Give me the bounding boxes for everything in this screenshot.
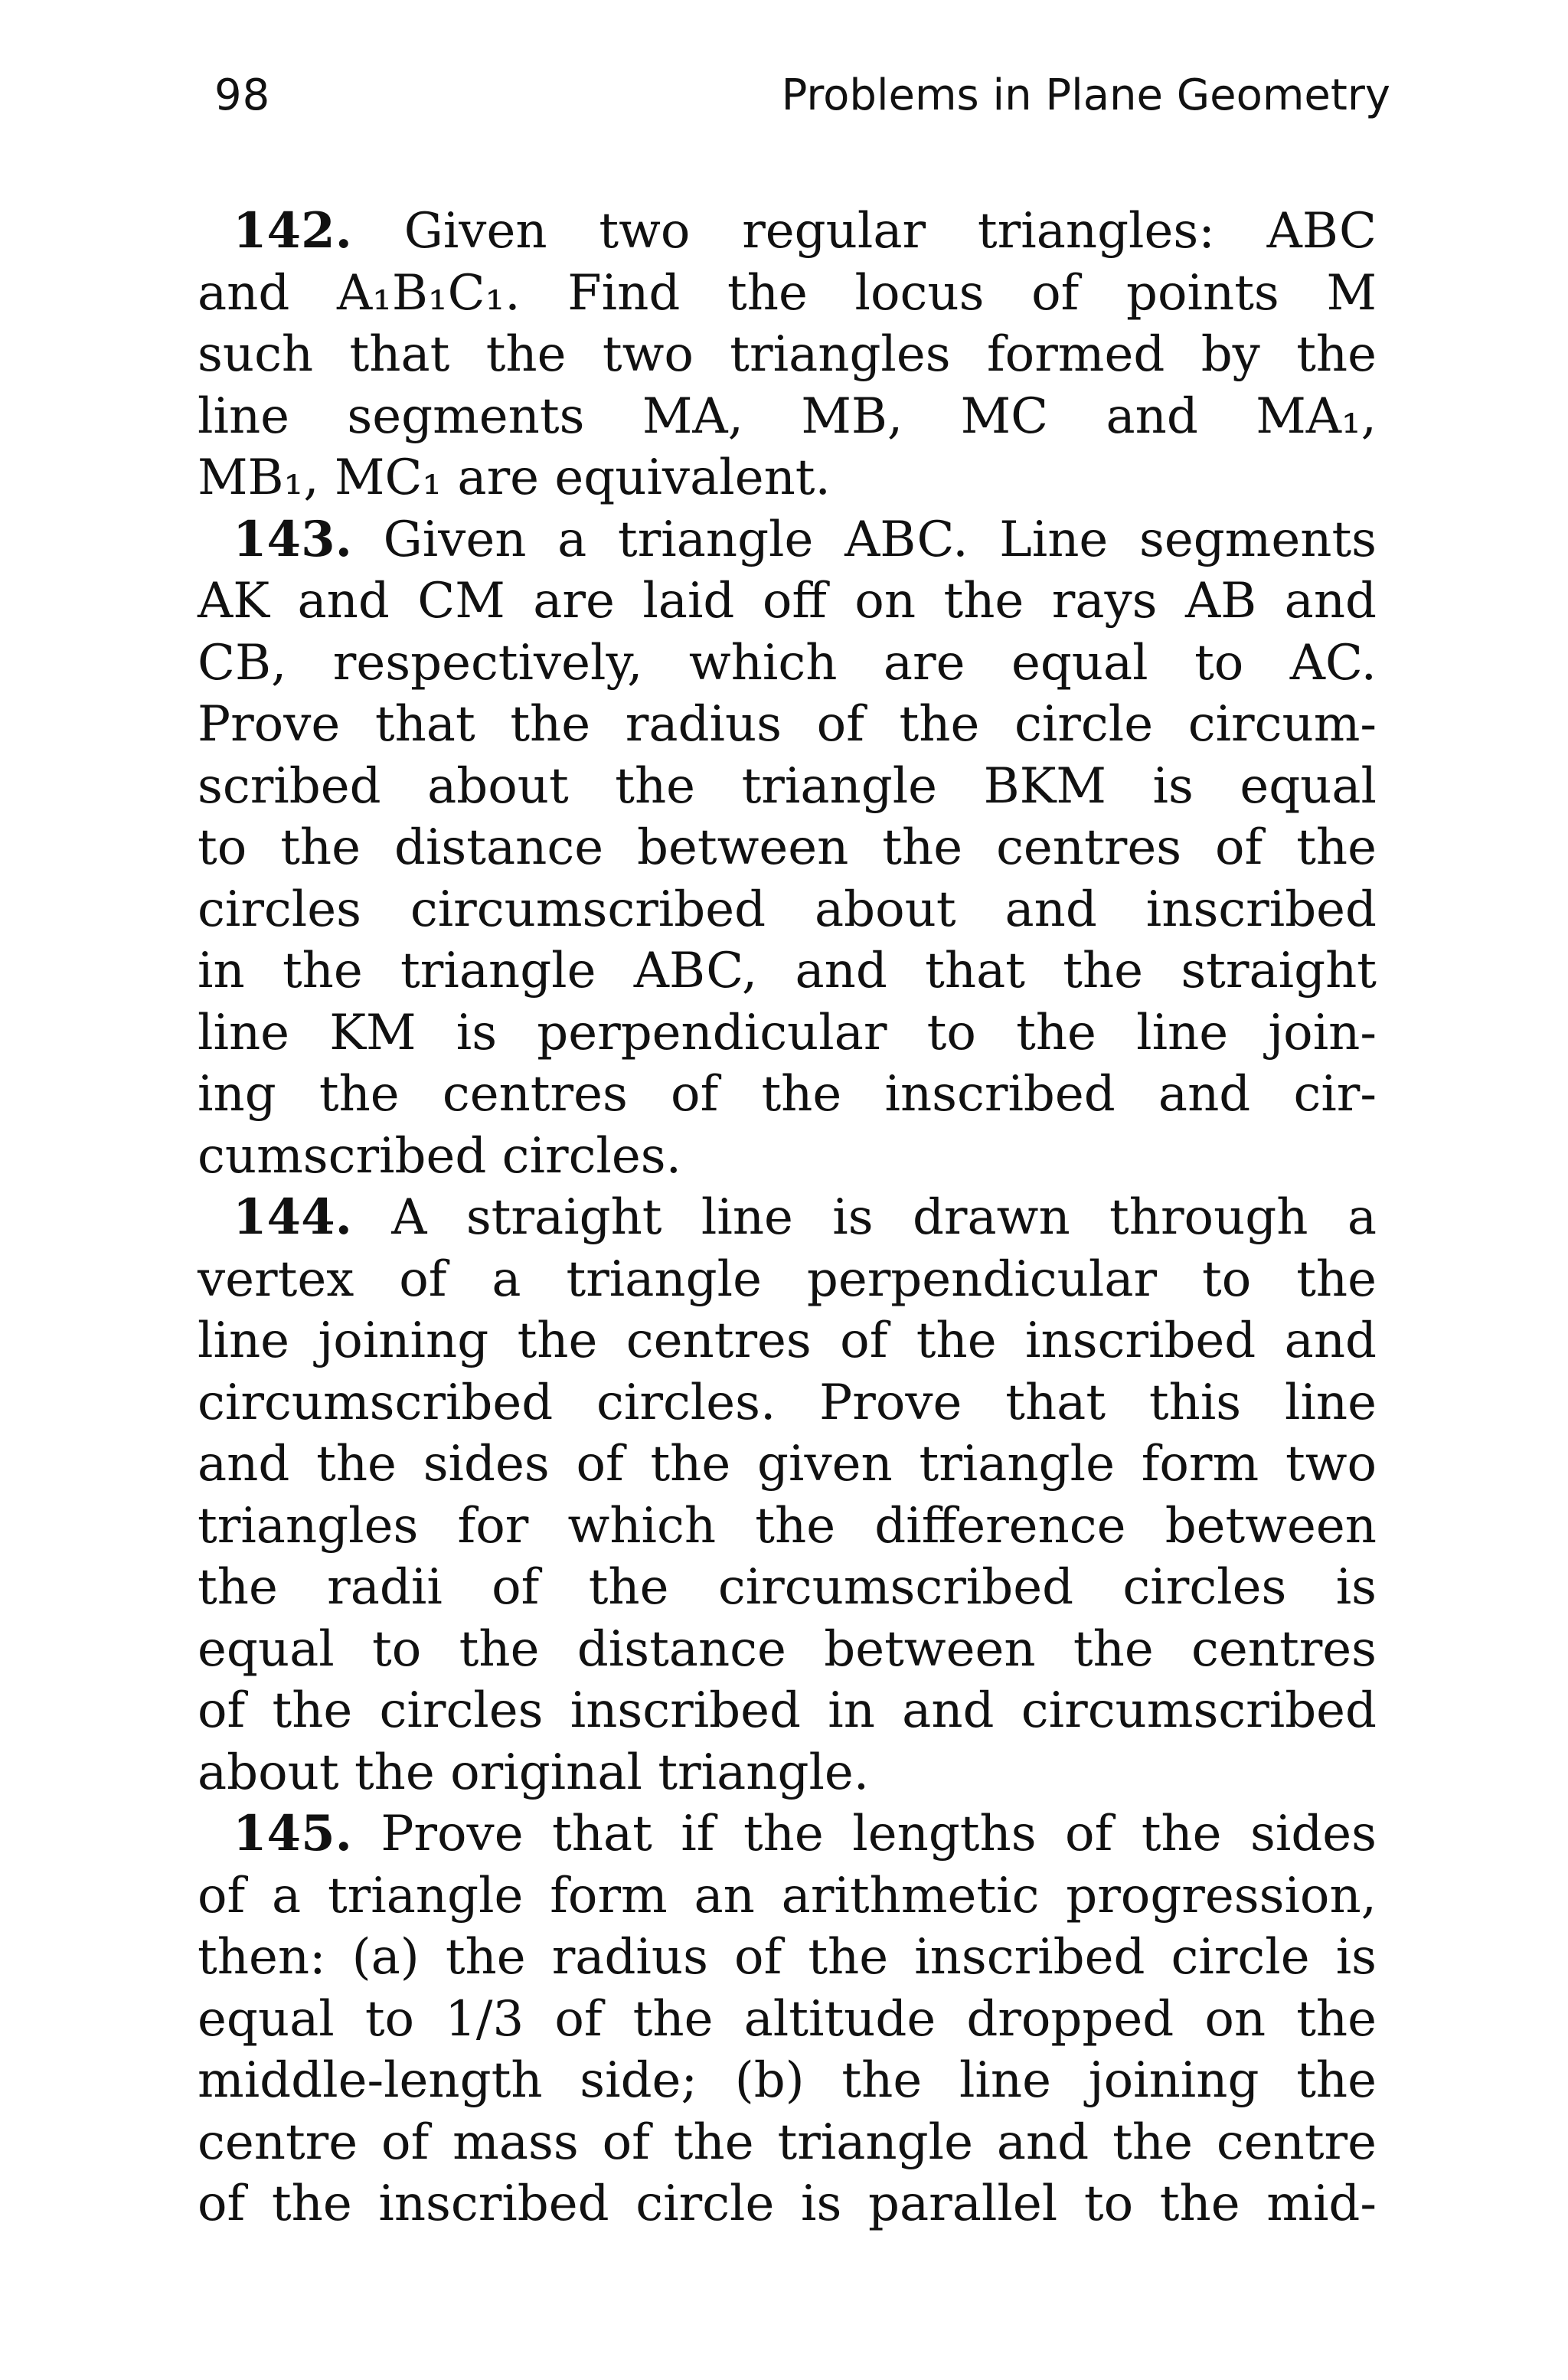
problem-145-line-5: middle-length side; (b) the line joining the [198, 2052, 1377, 2109]
problem-145-number: 145. [233, 1805, 352, 1862]
problem-144-line-5: and the sides of the given triangle form two [198, 1436, 1377, 1492]
problem-143-line-6: to the distance between the centres of the [198, 819, 1377, 876]
problem-143-line-8: in the triangle ABC, and that the straight [198, 943, 1377, 999]
problem-144-line-6: triangles for which the difference between [198, 1497, 1377, 1555]
problem-142-number: 142. [233, 202, 352, 260]
problem-144-line-10: about the original triangle. [198, 1744, 870, 1801]
problem-145-line-2: of a triangle form an arithmetic progression, [198, 1867, 1377, 1924]
problem-143-number: 143. [233, 510, 352, 568]
page-number: 98 [214, 70, 271, 120]
problem-144-line-8: equal to the distance between the centres [198, 1620, 1377, 1678]
problem-145-line-1: 145. Prove that if the lengths of the sides [233, 1805, 1377, 1862]
problem-144-line-1: 144. A straight line is drawn through a [233, 1188, 1377, 1246]
problem-143-line-5: scribed about the triangle BKM is equal [198, 757, 1377, 815]
problem-143-line-3: CB, respectively, which are equal to AC. [198, 634, 1377, 691]
problem-144-line-4: circumscribed circles. Prove that this line [198, 1374, 1377, 1431]
problem-144-line-7: the radii of the circumscribed circles is [198, 1559, 1377, 1616]
problem-143-line-4: Prove that the radius of the circle circum- [198, 696, 1377, 753]
problem-142-line-5: MB₁, MC₁ are equivalent. [198, 450, 831, 506]
problem-text-body [198, 201, 1377, 2235]
problem-142-line-2: and A₁B₁C₁. Find the locus of points M [198, 264, 1377, 322]
problem-144-line-9: of the circles inscribed in and circumscribed [198, 1682, 1377, 1739]
problem-142-line-3: such that the two triangles formed by the [198, 326, 1377, 383]
problem-143-line-11: cumscribed circles. [198, 1127, 681, 1185]
problem-143-line-7: circles circumscribed about and inscribed [198, 881, 1377, 938]
problem-143-line-1: 143. Given a triangle ABC. Line segments [233, 510, 1377, 568]
problem-143-line-2: AK and CM are laid off on the rays AB and [198, 573, 1377, 629]
problem-144-line-3: line joining the centres of the inscribed and [198, 1313, 1377, 1369]
problem-143-line-10: ing the centres of the inscribed and cir- [198, 1066, 1377, 1123]
problem-145-line-3: then: (a) the radius of the inscribed circle is [198, 1929, 1377, 1986]
running-head: Problems in Plane Geometry [781, 70, 1390, 120]
problem-144-line-2: vertex of a triangle perpendicular to the [198, 1250, 1377, 1308]
problem-144-number: 144. [233, 1188, 352, 1246]
problem-142-line-1: 142. Given two regular triangles: ABC [233, 202, 1377, 260]
problem-145-line-4: equal to 1/3 of the altitude dropped on the [198, 1990, 1377, 2048]
problem-145-line-6: centre of mass of the triangle and the centre [198, 2114, 1377, 2171]
problem-145-line-7: of the inscribed circle is parallel to the mid- [198, 2176, 1377, 2232]
problem-143-line-9: line KM is perpendicular to the line join- [198, 1004, 1377, 1061]
page-header [214, 70, 1390, 139]
problem-142-line-4: line segments MA, MB, MC and MA₁, [198, 387, 1377, 445]
